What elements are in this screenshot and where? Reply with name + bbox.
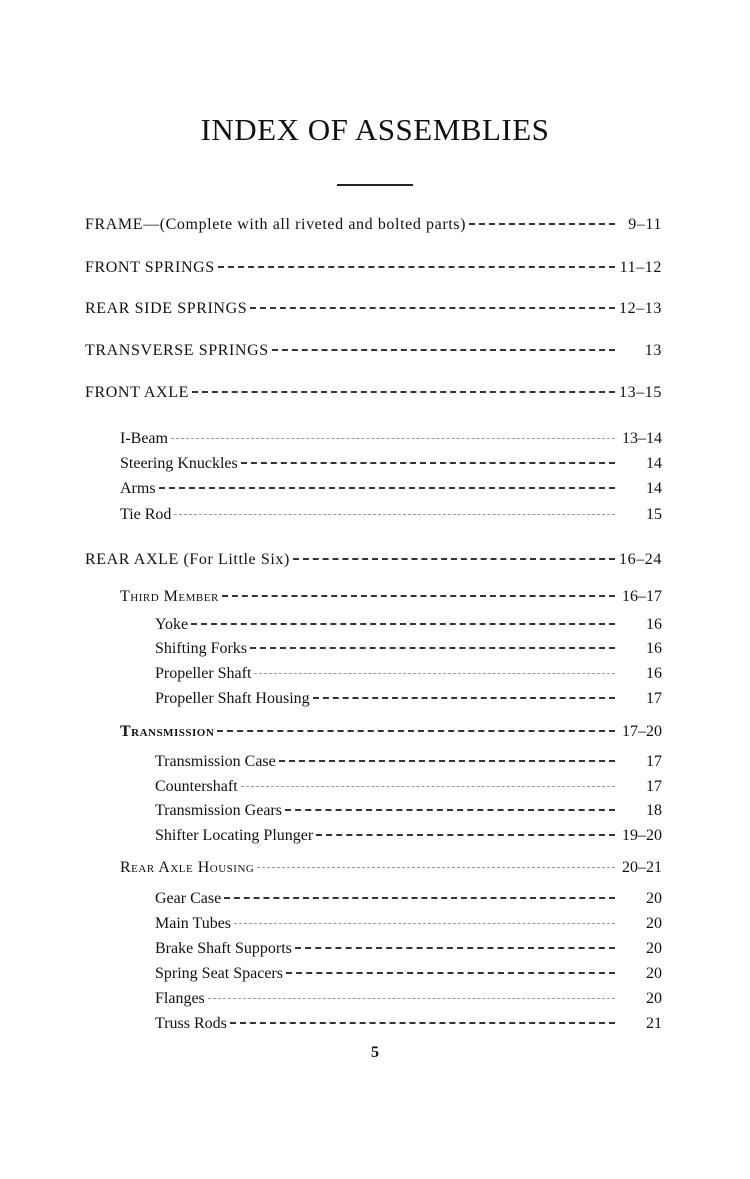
entry-label: Truss Rods	[155, 1015, 227, 1032]
dot-leader	[192, 391, 615, 393]
dot-leader	[208, 998, 615, 999]
dot-leader	[171, 438, 615, 439]
dot-leader	[174, 514, 615, 515]
title-rule	[337, 184, 413, 186]
index-entry	[120, 429, 662, 449]
entry-pages: 16–24	[619, 551, 662, 568]
entry-pages: 13	[644, 342, 662, 359]
entry-pages: 17–20	[622, 723, 662, 740]
entry-label: Transmission Case	[155, 753, 276, 770]
entry-label: Steering Knuckles	[120, 455, 238, 472]
dot-leader	[316, 834, 615, 836]
index-entry	[155, 989, 662, 1009]
entry-pages: 19–20	[622, 827, 662, 844]
index-entry	[85, 299, 662, 319]
index-entry	[85, 341, 662, 361]
dot-leader	[241, 462, 615, 464]
entry-pages: 9–11	[628, 216, 662, 233]
dot-leader	[224, 897, 615, 899]
dot-leader	[222, 595, 615, 597]
dot-leader	[295, 947, 615, 949]
entry-pages: 12–13	[619, 300, 662, 317]
page-number: 5	[371, 1044, 379, 1061]
entry-label: Transmission Gears	[155, 802, 282, 819]
entry-label: Shifter Locating Plunger	[155, 827, 314, 844]
index-entry	[155, 801, 662, 821]
index-entry	[155, 826, 662, 846]
index-entry	[155, 1014, 662, 1034]
entry-pages: 20	[646, 965, 662, 982]
index-entry	[155, 639, 662, 659]
dot-leader	[218, 266, 615, 268]
dot-leader	[234, 923, 615, 924]
index-entry	[85, 258, 662, 278]
entry-label: Gear Case	[155, 890, 222, 907]
entry-pages: 20	[646, 890, 662, 907]
entry-label: Third Member	[120, 588, 219, 605]
entry-pages: 15	[646, 506, 662, 523]
entry-label: Flanges	[155, 990, 205, 1007]
index-entry	[120, 454, 662, 474]
index-entry	[155, 777, 662, 797]
entry-pages: 17	[646, 753, 662, 770]
dot-leader	[257, 867, 615, 868]
entry-pages: 11–12	[619, 259, 662, 276]
index-entry	[155, 889, 662, 909]
entry-label: Shifting Forks	[155, 640, 248, 657]
entry-pages: 16	[646, 640, 662, 657]
entry-pages: 16–17	[622, 588, 662, 605]
dot-leader	[250, 647, 615, 649]
index-entry	[155, 689, 662, 709]
dot-leader	[191, 623, 615, 625]
dot-leader	[159, 487, 615, 489]
entry-pages: 17	[646, 690, 662, 707]
entry-pages: 14	[646, 480, 662, 497]
entry-label: Arms	[120, 480, 156, 497]
dot-leader	[230, 1022, 615, 1024]
dot-leader	[217, 730, 615, 732]
entry-label: REAR AXLE (For Little Six)	[85, 551, 290, 568]
index-entry	[155, 615, 662, 635]
index-entry	[85, 383, 662, 403]
dot-leader	[272, 349, 615, 351]
index-entry	[85, 550, 662, 570]
entry-pages: 20	[646, 940, 662, 957]
entry-pages: 16	[646, 616, 662, 633]
dot-leader	[286, 972, 615, 974]
entry-pages: 14	[646, 455, 662, 472]
entry-label: Propeller Shaft	[155, 665, 252, 682]
index-entry	[155, 664, 662, 684]
entry-pages: 20	[646, 990, 662, 1007]
dot-leader	[285, 809, 615, 811]
entry-label: Transmission	[120, 723, 215, 740]
entry-label: FRAME—(Complete with all riveted and bolted parts)	[85, 216, 467, 233]
entry-label: Brake Shaft Supports	[155, 940, 292, 957]
index-entry	[120, 858, 662, 878]
entry-label: TRANSVERSE SPRINGS	[85, 342, 269, 359]
dot-leader	[293, 558, 615, 560]
entry-label: Main Tubes	[155, 915, 232, 932]
entry-pages: 13–15	[619, 384, 662, 401]
entry-pages: 20	[646, 915, 662, 932]
entry-pages: 21	[646, 1015, 662, 1032]
entry-pages: 13–14	[622, 430, 662, 447]
entry-pages: 20–21	[622, 859, 662, 876]
dot-leader	[313, 697, 615, 699]
entry-label: Spring Seat Spacers	[155, 965, 283, 982]
index-entry	[155, 964, 662, 984]
index-entry	[120, 505, 662, 525]
entry-label: Propeller Shaft Housing	[155, 690, 310, 707]
page-title: INDEX OF ASSEMBLIES	[200, 112, 550, 147]
dot-leader	[241, 786, 615, 787]
entry-label: REAR SIDE SPRINGS	[85, 300, 248, 317]
entry-label: Yoke	[155, 616, 189, 633]
entry-label: Countershaft	[155, 778, 238, 795]
entry-label: Rear Axle Housing	[120, 859, 255, 876]
entry-pages: 16	[646, 665, 662, 682]
entry-label: FRONT AXLE	[85, 384, 189, 401]
index-entry	[155, 914, 662, 934]
index-entry	[120, 587, 662, 607]
dot-leader	[250, 307, 615, 309]
index-entry	[120, 722, 662, 742]
dot-leader	[469, 223, 615, 225]
index-entry	[155, 752, 662, 772]
entry-pages: 18	[646, 802, 662, 819]
entry-label: FRONT SPRINGS	[85, 259, 215, 276]
entry-label: Tie Rod	[120, 506, 172, 523]
index-entry	[120, 479, 662, 499]
dot-leader	[254, 673, 615, 674]
entry-pages: 17	[646, 778, 662, 795]
entry-label: I-Beam	[120, 430, 168, 447]
dot-leader	[279, 760, 615, 762]
index-entry	[85, 215, 662, 235]
index-entry	[155, 939, 662, 959]
